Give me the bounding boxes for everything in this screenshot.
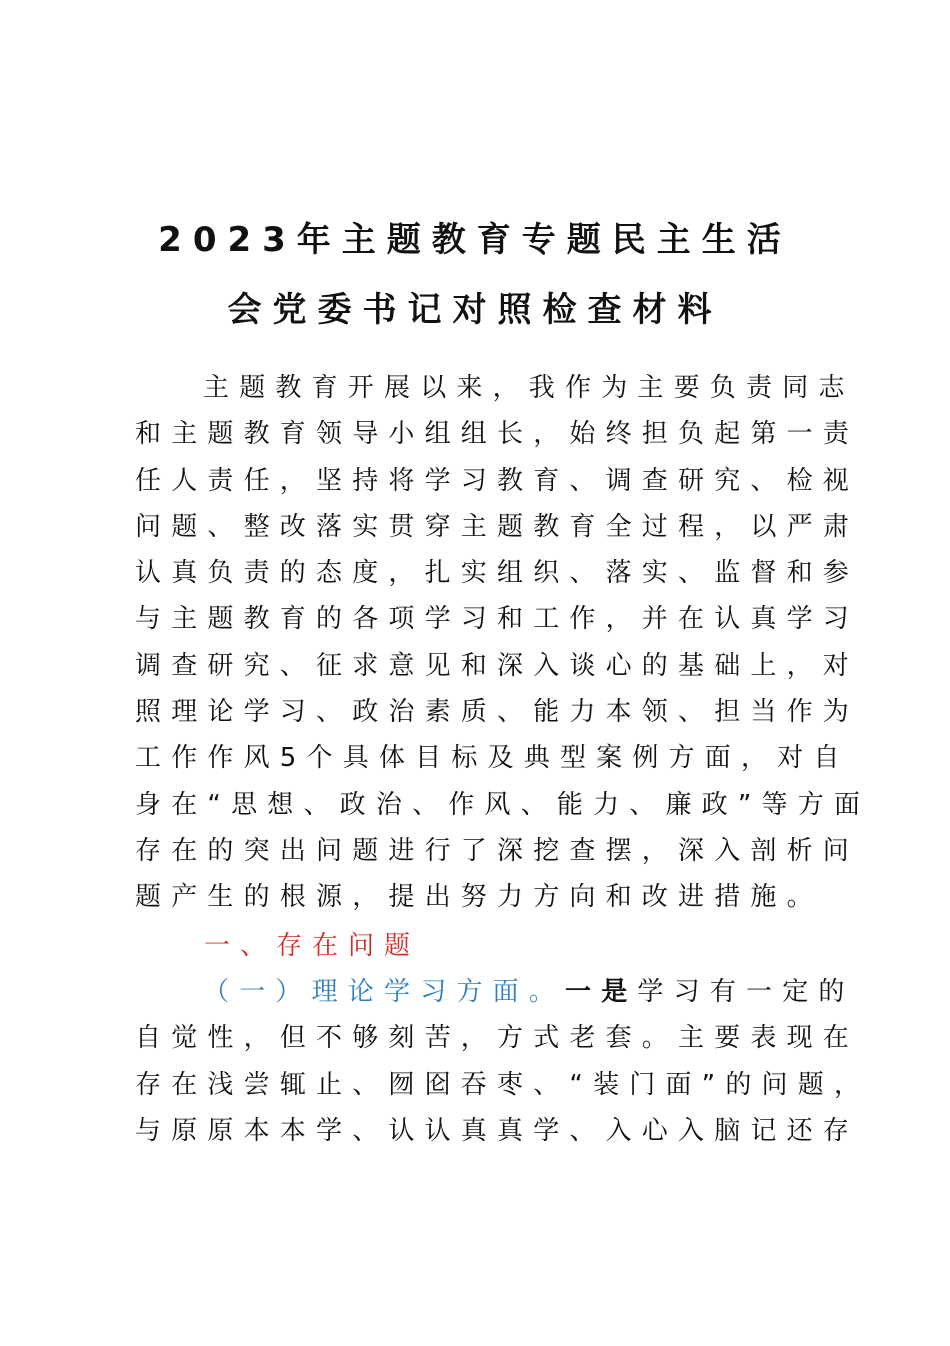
paragraph-line: 认真负责的态度，扎实组织、落实、监督和参 <box>135 558 860 589</box>
paragraph-line: 和主题教育领导小组组长，始终担负起第一责 <box>135 419 860 450</box>
section-heading: 一、存在问题 <box>204 931 421 961</box>
paragraph-line: 自觉性，但不够刻苦，方式老套。主要表现在 <box>135 1023 860 1054</box>
paragraph-line: 存在浅尝辄止、囫囵吞枣、“装门面”的问题， <box>135 1069 871 1100</box>
document-title-line-1: 2023年主题教育专题民主生活 <box>158 220 792 260</box>
paragraph-line: 题产生的根源，提出努力方向和改进措施。 <box>135 882 823 913</box>
section-paragraph <box>135 969 871 1154</box>
sub-heading: （一）理论学习方面。 <box>203 977 566 1007</box>
intro-paragraph <box>135 365 871 921</box>
paragraph-line: 调查研究、征求意见和深入谈心的基础上，对 <box>135 650 860 681</box>
paragraph-line: 存在的突出问题进行了深挖查摆，深入剖析问 <box>135 835 860 866</box>
paragraph-first-line <box>135 969 855 1015</box>
paragraph-line: 任人责任，坚持将学习教育、调查研究、检视 <box>135 465 860 496</box>
paragraph-line: 与主题教育的各项学习和工作，并在认真学习 <box>135 604 860 635</box>
paragraph-line: 与原原本本学、认认真真学、入心入脑记还存 <box>135 1115 860 1146</box>
lead-marker: 一是 <box>565 977 638 1007</box>
paragraph-line: 主题教育开展以来，我作为主要负责同志 <box>203 373 855 403</box>
first-line-text: 学习有一定的 <box>637 977 855 1007</box>
document-title-line-2: 会党委书记对照检查材料 <box>227 290 723 330</box>
paragraph-line: 工作作风5个具体目标及典型案例方面，对自 <box>135 743 850 774</box>
paragraph-line: 照理论学习、政治素质、能力本领、担当作为 <box>135 697 860 728</box>
paragraph-line: 身在“思想、政治、作风、能力、廉政”等方面 <box>135 789 871 820</box>
paragraph-line: 问题、整改落实贯穿主题教育全过程，以严肃 <box>135 511 860 542</box>
